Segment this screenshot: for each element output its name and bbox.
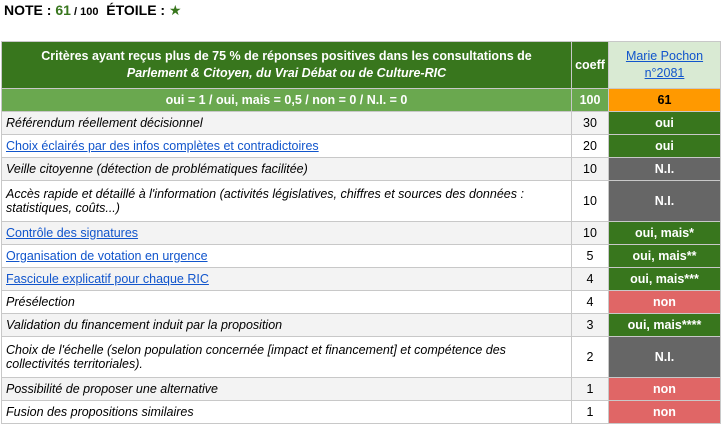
criterion-label: Fusion des propositions similaires <box>2 401 572 424</box>
note-separator: : <box>42 2 56 18</box>
candidate-name-link[interactable]: Marie Pochon <box>625 49 704 63</box>
criterion-value: oui <box>609 135 721 158</box>
star-icon: ★ <box>169 2 182 18</box>
table-row <box>2 268 721 291</box>
criterion-coeff: 10 <box>572 181 609 222</box>
criterion-label: Validation du financement induit par la proposition <box>2 314 572 337</box>
legend-row <box>2 89 721 112</box>
criterion-value: oui <box>609 112 721 135</box>
criterion-coeff: 20 <box>572 135 609 158</box>
etoile-label: ÉTOILE <box>106 2 157 18</box>
note-line <box>4 2 182 22</box>
criterion-label: Choix de l'échelle (selon population concernée [impact et financement] et compétence des collectivités territoriales). <box>2 337 572 378</box>
criterion-label <box>2 245 572 268</box>
note-label: NOTE <box>4 2 43 18</box>
coeff-total: 100 <box>572 89 609 112</box>
criterion-value: oui, mais** <box>609 245 721 268</box>
criterion-coeff: 4 <box>572 291 609 314</box>
criterion-coeff: 1 <box>572 378 609 401</box>
table-row <box>2 378 721 401</box>
criteria-table <box>1 41 721 424</box>
criterion-link[interactable]: Organisation de votation en urgence <box>6 249 208 263</box>
criterion-coeff: 1 <box>572 401 609 424</box>
criterion-value: oui, mais*** <box>609 268 721 291</box>
criterion-value: oui, mais* <box>609 222 721 245</box>
table-header-row <box>2 42 721 89</box>
criterion-link[interactable]: Fascicule explicatif pour chaque RIC <box>6 272 209 286</box>
table-row <box>2 181 721 222</box>
criterion-coeff: 30 <box>572 112 609 135</box>
table-row <box>2 158 721 181</box>
criterion-label: Présélection <box>2 291 572 314</box>
candidate-id-link[interactable]: n°2081 <box>644 66 685 80</box>
candidate-score: 61 <box>609 89 721 112</box>
coeff-header: coeff <box>572 42 609 89</box>
criterion-coeff: 2 <box>572 337 609 378</box>
criterion-label: Possibilité de proposer une alternative <box>2 378 572 401</box>
table-row <box>2 222 721 245</box>
criterion-label: Veille citoyenne (détection de problématiques facilitée) <box>2 158 572 181</box>
criteria-header-line2: Parlement & Citoyen, du Vrai Débat ou de Culture-RIC <box>126 66 447 80</box>
criterion-value: non <box>609 378 721 401</box>
criterion-coeff: 4 <box>572 268 609 291</box>
table-row <box>2 401 721 424</box>
criterion-coeff: 10 <box>572 158 609 181</box>
criterion-value: oui, mais**** <box>609 314 721 337</box>
criterion-link[interactable]: Contrôle des signatures <box>6 226 139 240</box>
criterion-value: non <box>609 401 721 424</box>
criterion-coeff: 5 <box>572 245 609 268</box>
criterion-value: N.I. <box>609 181 721 222</box>
table-row <box>2 314 721 337</box>
criterion-value: N.I. <box>609 158 721 181</box>
scoring-legend: oui = 1 / oui, mais = 0,5 / non = 0 / N.I. = 0 <box>2 89 572 112</box>
criterion-label <box>2 222 572 245</box>
note-out-of: / 100 <box>70 6 99 18</box>
criteria-header-line1: Critères ayant reçus plus de 75 % de réponses positives dans les consultations de <box>41 49 532 63</box>
table-row <box>2 291 721 314</box>
criterion-label <box>2 135 572 158</box>
criterion-coeff: 3 <box>572 314 609 337</box>
candidate-header <box>609 42 721 89</box>
etoile-separator: : <box>156 2 169 18</box>
criterion-value: non <box>609 291 721 314</box>
note-score: 61 <box>55 2 71 18</box>
table-row <box>2 112 721 135</box>
table-row <box>2 245 721 268</box>
criterion-label <box>2 268 572 291</box>
criterion-link[interactable]: Choix éclairés par des infos complètes et contradictoires <box>6 139 319 153</box>
table-row <box>2 337 721 378</box>
criterion-label: Référendum réellement décisionnel <box>2 112 572 135</box>
criteria-header <box>2 42 572 89</box>
criterion-coeff: 10 <box>572 222 609 245</box>
table-row <box>2 135 721 158</box>
criterion-value: N.I. <box>609 337 721 378</box>
criterion-label: Accès rapide et détaillé à l'information (activités législatives, chiffres et sources des données : statistiques, coûts...) <box>2 181 572 222</box>
